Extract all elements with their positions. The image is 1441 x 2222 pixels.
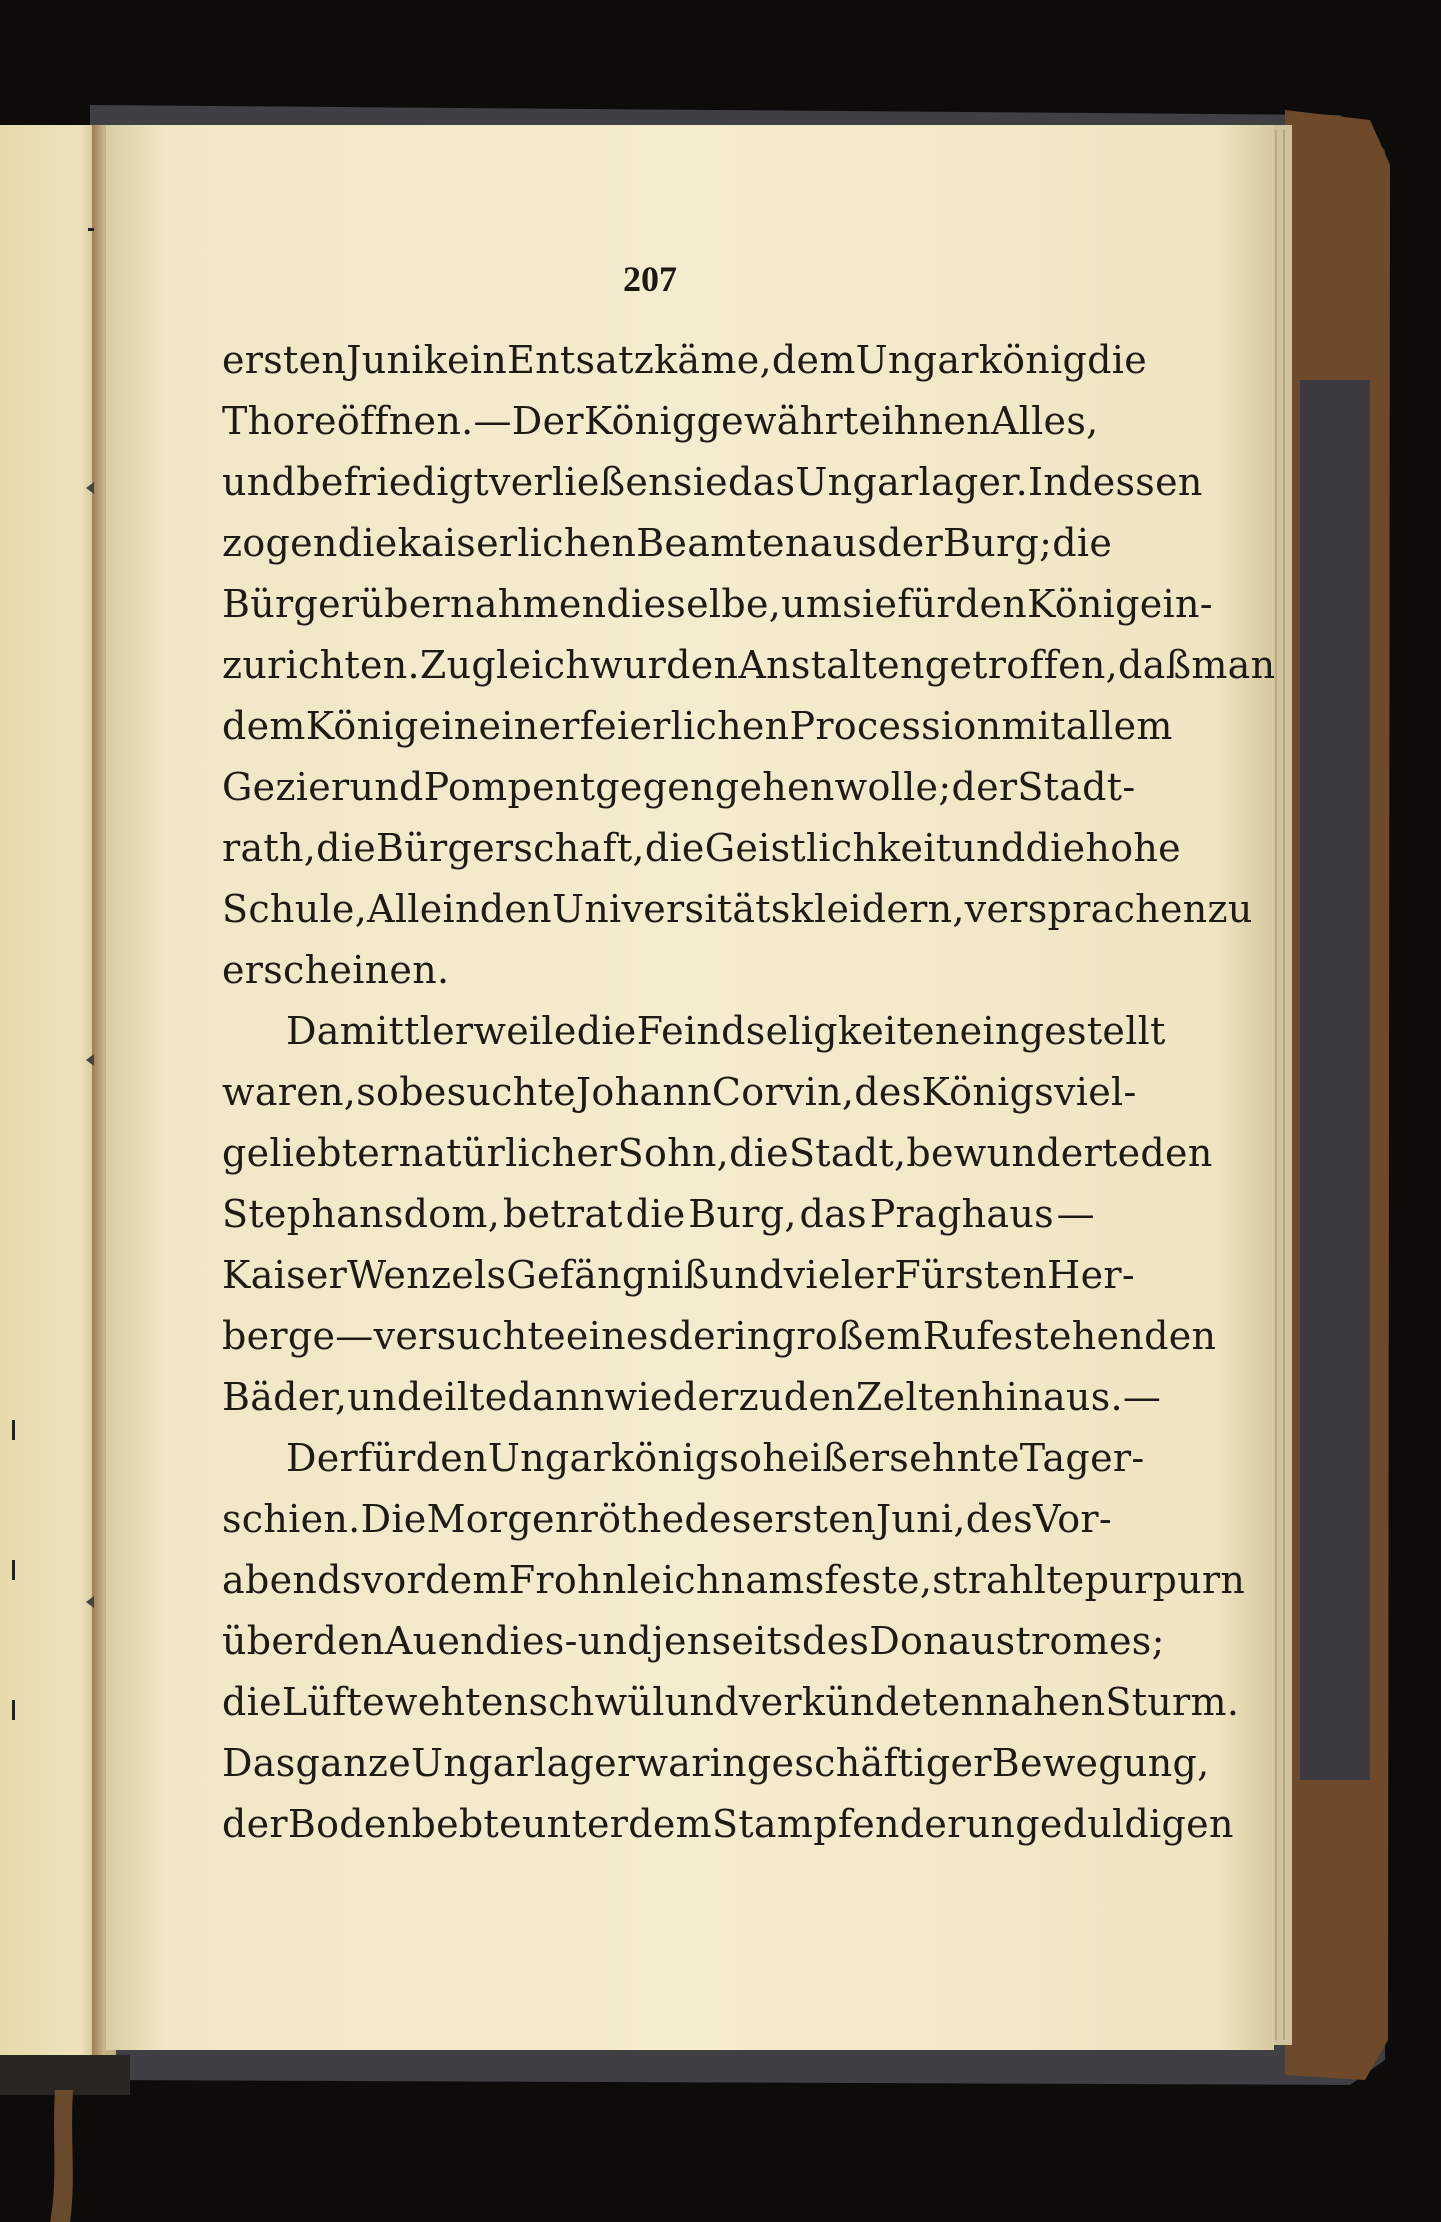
- word: Gefängniß: [506, 1253, 710, 1297]
- word: dies-: [484, 1619, 578, 1663]
- word: bewunderte: [906, 1131, 1141, 1175]
- word: und: [664, 1680, 739, 1724]
- word: und: [951, 826, 1026, 870]
- word: unter: [521, 1802, 629, 1846]
- word: kaiserlichen: [397, 521, 637, 565]
- word: Johann: [575, 1070, 712, 1114]
- word: Vor-: [1032, 1497, 1112, 1541]
- word: schwül: [528, 1680, 665, 1724]
- word: Frohnleichnamsfeste,: [508, 1558, 933, 1602]
- word: jenseits: [651, 1619, 802, 1663]
- word: versprachen: [964, 887, 1208, 931]
- word: Procession: [789, 704, 1002, 748]
- word: Bürger: [222, 582, 360, 626]
- word: des: [801, 1619, 870, 1663]
- word: kein: [423, 338, 508, 382]
- word: der: [222, 1802, 288, 1846]
- word: ersehnte: [848, 1436, 1020, 1480]
- text-line: [222, 940, 1095, 1001]
- word: Ungarlager: [411, 1741, 636, 1785]
- word: gehen: [714, 765, 835, 809]
- text-line: [222, 1184, 1095, 1245]
- word: gewährte: [696, 399, 882, 443]
- word: feierlichen: [579, 704, 790, 748]
- word: das: [727, 460, 796, 504]
- text-line: [222, 1123, 1213, 1184]
- word: Schule,: [222, 887, 368, 931]
- word: eilte: [421, 1375, 508, 1419]
- word: Anstalten: [738, 643, 925, 687]
- word: wolle;: [834, 765, 952, 809]
- word: Praghaus: [869, 1192, 1054, 1236]
- word: ganze: [295, 1741, 411, 1785]
- word: Der: [511, 399, 584, 443]
- word: mit: [1001, 704, 1066, 748]
- word: ungeduldigen: [965, 1802, 1234, 1846]
- word: Bewegung,: [991, 1741, 1210, 1785]
- word: viel-: [1054, 1070, 1137, 1114]
- word: zurichten.: [222, 643, 420, 687]
- word: sie: [672, 460, 728, 504]
- word: sie: [842, 582, 898, 626]
- word: eingestellt: [959, 1009, 1166, 1053]
- word: verkündeten: [738, 1680, 986, 1724]
- text-line: [222, 696, 1173, 757]
- word: verließen: [488, 460, 673, 504]
- word: Geistlichkeit: [704, 826, 952, 870]
- word: Burg,: [688, 1192, 797, 1236]
- word: der: [899, 1802, 966, 1846]
- word: versuchte: [373, 1314, 566, 1358]
- word: und: [347, 1375, 422, 1419]
- word: des: [684, 1497, 752, 1541]
- word: dem: [628, 1802, 713, 1846]
- text-line: [222, 818, 1181, 879]
- word: Lüfte: [281, 1680, 385, 1724]
- word: die: [576, 1009, 637, 1053]
- word: Sturm.: [1105, 1680, 1240, 1724]
- word: übernahmen: [359, 582, 607, 626]
- word: purpurn: [1084, 1558, 1246, 1602]
- word: den: [1140, 1131, 1213, 1175]
- word: eines: [565, 1314, 669, 1358]
- word: in: [734, 1314, 772, 1358]
- word: Stadt-: [1017, 765, 1136, 809]
- word: vieler: [783, 1253, 895, 1297]
- word: des: [854, 1070, 922, 1114]
- word: Beamten: [636, 521, 810, 565]
- word: Bürgerschaft,: [376, 826, 645, 870]
- word: stehenden: [1013, 1314, 1217, 1358]
- text-line: [222, 1550, 1246, 1611]
- word: die: [625, 1192, 686, 1236]
- text-line: [222, 1489, 1112, 1550]
- word: über: [222, 1619, 313, 1663]
- cover-board: [1300, 380, 1370, 1780]
- word: man: [1191, 643, 1276, 687]
- text-line: [222, 879, 1253, 940]
- word: waren,: [222, 1070, 357, 1114]
- word: strahlte: [932, 1558, 1085, 1602]
- word: so: [356, 1070, 400, 1114]
- word: den: [312, 1619, 385, 1663]
- text-line: [222, 1611, 1165, 1672]
- word: betrat: [502, 1192, 623, 1236]
- word: ersten: [751, 1497, 876, 1541]
- word: geliebter: [222, 1131, 399, 1175]
- word: Morgenröthe: [426, 1497, 685, 1541]
- word: um: [781, 582, 843, 626]
- word: die: [729, 1131, 789, 1175]
- text-line: [222, 513, 1113, 574]
- word: die: [1087, 338, 1148, 382]
- text-line: [222, 1794, 1234, 1855]
- word: Auen: [384, 1619, 485, 1663]
- word: die: [1052, 521, 1113, 565]
- word: Stampfen: [712, 1802, 900, 1846]
- word: getroffen,: [924, 643, 1119, 687]
- word: Boden: [287, 1802, 412, 1846]
- word: Fürsten: [894, 1253, 1048, 1297]
- text-line: [222, 635, 1276, 696]
- text-line: [222, 1733, 1210, 1794]
- word: und: [349, 765, 424, 809]
- word: dieselbe,: [606, 582, 782, 626]
- word: —: [473, 399, 512, 443]
- text-line: [222, 757, 1136, 818]
- page-number: 207: [623, 259, 677, 299]
- word: den: [415, 1436, 488, 1480]
- text-line: [222, 1001, 1166, 1062]
- text-line: [222, 1062, 1137, 1123]
- word: —: [1056, 1192, 1095, 1236]
- word: erscheinen.: [222, 948, 450, 992]
- word: Zugleich: [419, 643, 591, 687]
- word: den: [479, 887, 552, 931]
- word: der: [668, 1314, 735, 1358]
- word: Feindseligkeiten: [636, 1009, 960, 1053]
- left-page: [0, 125, 100, 2060]
- word: Stadt,: [788, 1131, 907, 1175]
- word: Könige: [305, 704, 442, 748]
- word: Wenzels: [347, 1253, 507, 1297]
- word: geschäftiger: [746, 1741, 992, 1785]
- word: heiß: [762, 1436, 849, 1480]
- word: er-: [1090, 1436, 1145, 1480]
- word: in: [709, 1741, 747, 1785]
- word: Alle: [367, 887, 443, 931]
- word: besuchte: [399, 1070, 576, 1114]
- word: Pomp: [423, 765, 533, 809]
- word: König: [583, 399, 697, 443]
- word: aus: [809, 521, 878, 565]
- word: dem: [425, 1558, 509, 1602]
- word: Der: [286, 1436, 359, 1480]
- word: wieder: [604, 1375, 739, 1419]
- word: und: [709, 1253, 784, 1297]
- word: in: [441, 704, 479, 748]
- word: dann: [507, 1375, 605, 1419]
- word: Die: [360, 1497, 427, 1541]
- text-line: [222, 1428, 1145, 1489]
- word: Indessen: [1028, 460, 1203, 504]
- word: so: [719, 1436, 763, 1480]
- body-text: [222, 330, 1276, 1855]
- word: bebte: [411, 1802, 522, 1846]
- word: die: [222, 1680, 282, 1724]
- word: rath,: [222, 826, 317, 870]
- word: das: [799, 1192, 867, 1236]
- word: Thore: [222, 399, 337, 443]
- word: schien.: [222, 1497, 361, 1541]
- word: Donaustromes;: [869, 1619, 1165, 1663]
- word: der: [877, 521, 944, 565]
- word: allem: [1065, 704, 1173, 748]
- word: Königs: [921, 1070, 1055, 1114]
- word: Tag: [1019, 1436, 1091, 1480]
- word: für: [358, 1436, 416, 1480]
- text-line: [222, 1367, 1162, 1428]
- word: in: [442, 887, 480, 931]
- word: Corvin,: [711, 1070, 855, 1114]
- word: abends: [222, 1558, 362, 1602]
- word: berge: [222, 1314, 336, 1358]
- text-line: [222, 391, 1099, 452]
- word: Alles,: [990, 399, 1099, 443]
- word: ihnen: [881, 399, 991, 443]
- word: zu: [738, 1375, 784, 1419]
- word: Burg;: [943, 521, 1053, 565]
- word: hinaus.—: [980, 1375, 1162, 1419]
- word: hohe: [1085, 826, 1181, 870]
- word: Gezier: [222, 765, 350, 809]
- word: der: [951, 765, 1018, 809]
- word: Stephansdom,: [222, 1192, 501, 1236]
- word: daß: [1118, 643, 1192, 687]
- word: entgegen: [532, 765, 715, 809]
- word: Ungarkönig: [487, 1436, 720, 1480]
- word: Da: [286, 1009, 340, 1053]
- word: Ungarkönig: [855, 338, 1088, 382]
- word: wehten: [384, 1680, 529, 1724]
- text-line: [222, 1245, 1136, 1306]
- text-line: [222, 452, 1203, 513]
- word: natürlicher: [398, 1131, 618, 1175]
- word: Universitätskleidern,: [551, 887, 965, 931]
- word: die: [644, 826, 705, 870]
- word: Juni: [346, 338, 424, 382]
- word: Ungarlager.: [795, 460, 1028, 504]
- word: einer: [478, 704, 580, 748]
- word: dem: [771, 338, 856, 382]
- word: großem: [771, 1314, 923, 1358]
- word: mittlerweile: [339, 1009, 577, 1053]
- word: die: [316, 826, 377, 870]
- word: König: [1027, 582, 1140, 626]
- word: die: [337, 521, 398, 565]
- word: und: [577, 1619, 652, 1663]
- word: dem: [222, 704, 306, 748]
- text-line: [222, 1672, 1240, 1733]
- word: Sohn,: [617, 1131, 730, 1175]
- word: und: [222, 460, 297, 504]
- word: käme,: [654, 338, 772, 382]
- word: nahen: [985, 1680, 1106, 1724]
- word: Das: [222, 1741, 296, 1785]
- word: Her-: [1047, 1253, 1136, 1297]
- word: den: [783, 1375, 856, 1419]
- text-line: [222, 1306, 1217, 1367]
- word: Entsatz: [507, 338, 655, 382]
- word: die: [1025, 826, 1086, 870]
- word: wurden: [590, 643, 739, 687]
- word: Bäder,: [222, 1375, 348, 1419]
- word: zu: [1207, 887, 1253, 931]
- text-line: [222, 330, 1148, 391]
- word: Zelten: [855, 1375, 981, 1419]
- word: für: [897, 582, 955, 626]
- word: ein-: [1139, 582, 1213, 626]
- word: zogen: [222, 521, 338, 565]
- word: den: [954, 582, 1028, 626]
- word: —: [335, 1314, 374, 1358]
- text-line: [222, 574, 1213, 635]
- word: des: [965, 1497, 1033, 1541]
- word: Rufe: [922, 1314, 1014, 1358]
- word: vor: [361, 1558, 425, 1602]
- word: Juni,: [875, 1497, 966, 1541]
- word: befriedigt: [296, 460, 489, 504]
- word: ersten: [222, 338, 347, 382]
- word: war: [635, 1741, 710, 1785]
- word: öffnen.: [336, 399, 474, 443]
- word: Kaiser: [222, 1253, 348, 1297]
